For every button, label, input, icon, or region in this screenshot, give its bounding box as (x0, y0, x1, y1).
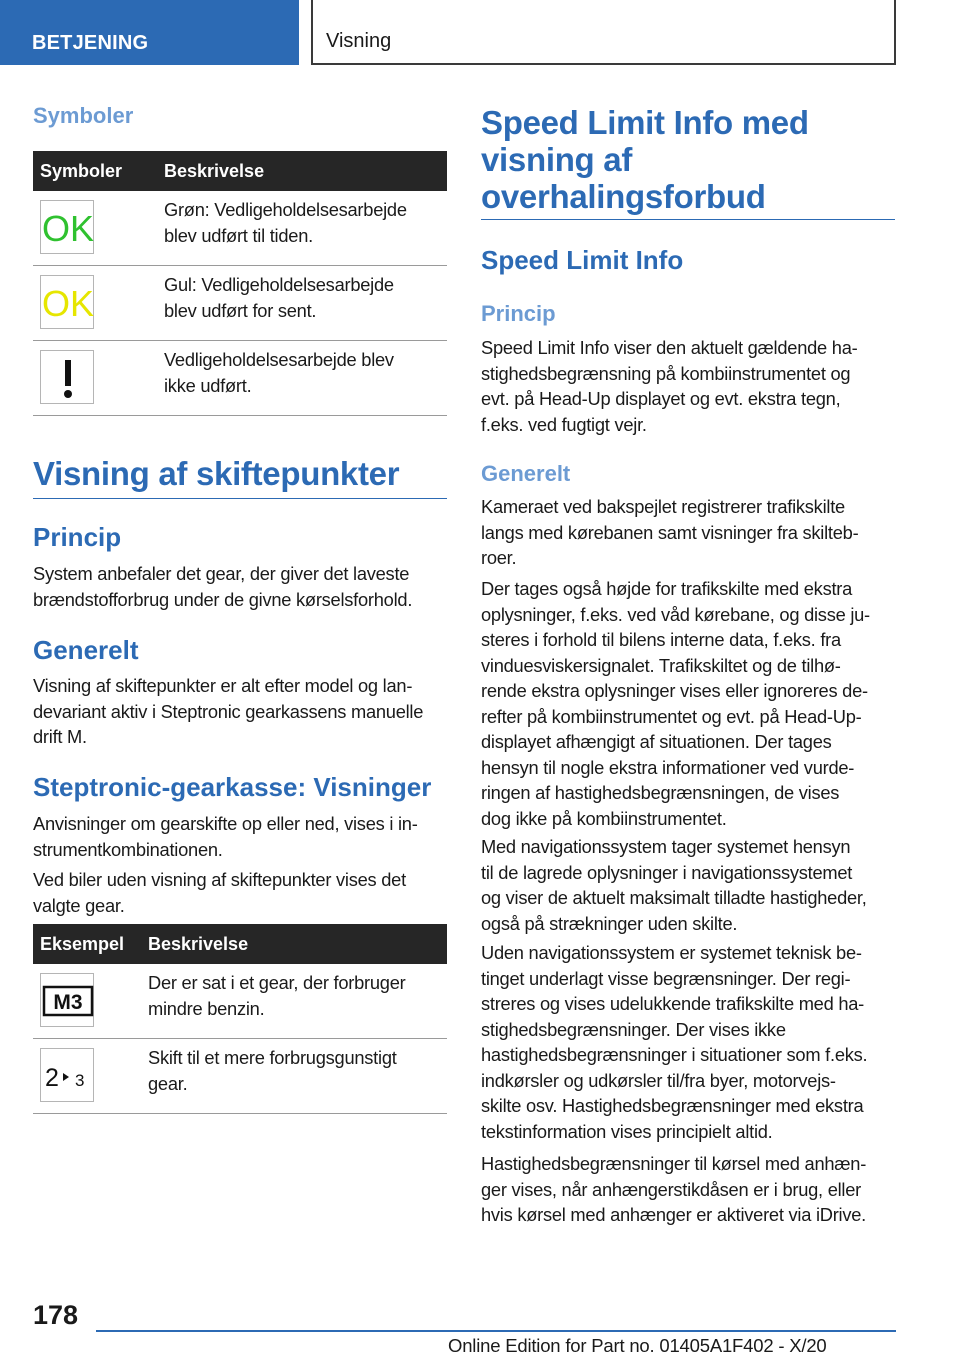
generelt-heading: Generelt (33, 635, 139, 665)
section-tab: BETJENING (0, 0, 299, 65)
col-header-symbols: Symboler (40, 161, 123, 181)
m3-gear-icon (40, 973, 94, 1027)
sub-heading: Speed Limit Info (481, 245, 684, 275)
col-header-description: Beskrivelse (164, 161, 265, 181)
row-description: Skift til et mere forbrugsgunstigt gear. (148, 1047, 397, 1094)
main-title: Speed Limit Info med visning af overhalingsforbud (481, 104, 895, 220)
section-title: Visning af skiftepunkter (33, 455, 447, 499)
page-number: 178 (33, 1300, 79, 1330)
svg-text:OK: OK (41, 208, 95, 249)
col-header-example: Eksempel (40, 934, 125, 954)
table-row (33, 964, 447, 1039)
paragraph-4: Uden navigationssystem er systemet teknisk be‐ tinget underlagt visse begrænsninger. Der regi‐ streres og vises udelukkende trafikskilte med ha‐ stighedsbegrænsninger. Der vises ikke hastighedsbegrænsninger i situationer som f.eks. indkørsler og udkørsler til/fra byer, motorvejs‐ skilte osv. Hastighedsbegrænsninger med ekstra tekstinformation vises principielt altid. (481, 942, 868, 1142)
row-description: Gul: Vedligeholdelsesarbejde blev udført for sent. (164, 274, 394, 321)
row-description: Grøn: Vedligeholdelsesarbejde blev udført til tiden. (164, 199, 407, 246)
paragraph-3: Med navigationssystem tager systemet hensyn til de lagrede oplysninger i navigationssystemet og viser de aktuelt maksimalt tilladte hastigheder, også på strækninger uden skilte. (481, 836, 867, 934)
footer-rule (96, 1330, 896, 1332)
steptronic-text-1: Anvisninger om gearskifte op eller ned, vises i in‐ strumentkombinationen. (33, 813, 418, 860)
symbols-heading: Symboler (33, 103, 134, 128)
table-header (33, 924, 447, 964)
table-row (33, 266, 447, 341)
row-description: Vedligeholdelsesarbejde blev ikke udført. (164, 349, 394, 396)
princip-heading: Princip (481, 301, 556, 326)
svg-text:3: 3 (75, 1071, 85, 1090)
princip-text: Speed Limit Info viser den aktuelt gældende ha‐ stighedsbegrænsning på kombiinstrumentet og evt. på Head-Up displayet og evt. ekstra tegn, f.eks. ved fugtigt vejr. (481, 337, 858, 435)
princip-heading: Princip (33, 522, 122, 552)
generelt-text: Visning af skiftepunkter er alt efter model og lan‐ devariant aktiv i Steptronic gearkassens manuelle drift M. (33, 675, 424, 747)
generelt-heading: Generelt (481, 461, 571, 486)
exclamation-icon (40, 350, 94, 404)
edition-text: Online Edition for Part no. 01405A1F402 - X/20 (448, 1335, 827, 1356)
paragraph-2: Der tages også højde for trafikskilte med ekstra oplysninger, f.eks. ved våd kørebane, og disse ju‐ steres i forhold til bilens interne data, f.eks. fra vinduesviskersignalet. Trafikskiltet og de tilhø‐ rende ekstra oplysninger vises eller ignoreres de‐ refter på kombiinstrumentet og evt. på Head-Up- displayet afhængigt af situationen. Der tages hensyn til nogle ekstra informationer ved vurde‐ ringen af hastighedsbegrænsningen, de vises dog ikke på kombiinstrumentet. (481, 578, 870, 829)
col-header-description: Beskrivelse (148, 934, 249, 954)
shift-up-icon (40, 1048, 94, 1102)
princip-text: System anbefaler det gear, der giver det laveste brændstofforbrug under de givne kørselsforhold. (33, 563, 413, 610)
row-description: Der er sat i et gear, der forbruger mindre benzin. (148, 972, 406, 1019)
table-row (33, 1039, 447, 1114)
table-header (33, 151, 447, 191)
ok-green-icon (40, 200, 94, 254)
steptronic-heading: Steptronic-gearkasse: Visninger (33, 772, 432, 802)
paragraph-5: Hastighedsbegrænsninger til kørsel med anhæn‐ ger vises, når anhængerstikdåsen er i brug, eller hvis kørsel med anhænger er aktiveret via iDrive. (481, 1153, 867, 1225)
svg-text:2: 2 (45, 1064, 59, 1092)
table-row (33, 191, 447, 266)
example-table (33, 924, 447, 1114)
svg-text:OK: OK (41, 283, 95, 324)
table-row (33, 341, 447, 416)
symbols-table (33, 151, 447, 416)
steptronic-text-2: Ved biler uden visning af skiftepunkter vises det valgte gear. (33, 869, 406, 916)
paragraph-1: Kameraet ved bakspejlet registrerer trafikskilte langs med kørebanen samt visninger fra skilteb‐ roer. (481, 496, 859, 568)
page-title: Visning (311, 0, 896, 65)
ok-yellow-icon (40, 275, 94, 329)
svg-text:M3: M3 (53, 991, 83, 1014)
